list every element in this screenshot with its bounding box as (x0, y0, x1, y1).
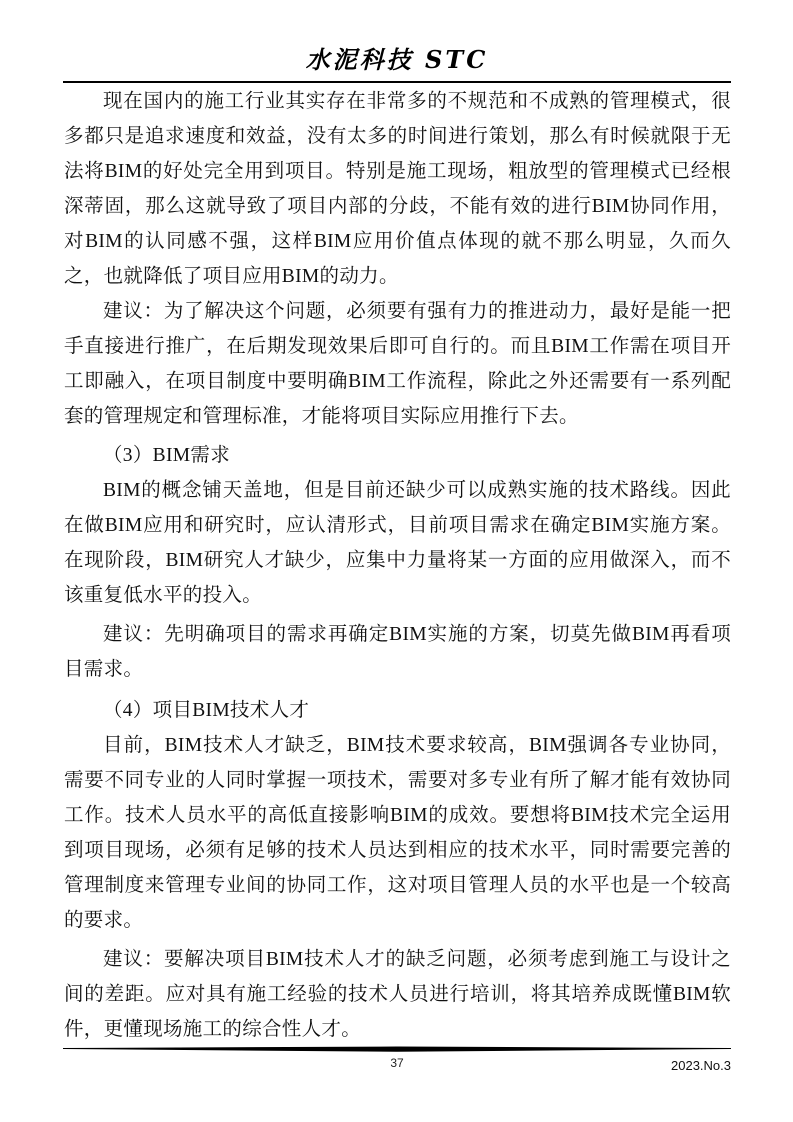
page-header (63, 40, 731, 75)
body-paragraph: BIM的概念铺天盖地，但是目前还缺少可以成熟实施的技术路线。因此在做BIM应用和研究时，应认清形式，目前项目需求在确定BIM实施方案。在现阶段，BIM研究人才缺少，应集中力量将某一方面的应用做深入，而不该重复低水平的投入。 (64, 480, 731, 606)
body-paragraph: 建议：要解决项目BIM技术人才的缺乏问题，必须考虑到施工与设计之间的差距。应对具有施工经验的技术人员进行培训，将其培养成既懂BIM软件，更懂现场施工的综合性人才。 (64, 949, 731, 1040)
journal-title: 水泥科技 STC (305, 45, 489, 74)
section-heading: （4）项目BIM技术人才 (103, 700, 310, 721)
footer-rule (63, 1046, 731, 1053)
header-rule (63, 81, 731, 83)
issue-number: 2023.No.3 (671, 1058, 731, 1073)
section-heading: （3）BIM需求 (103, 445, 230, 466)
body-paragraph: 现在国内的施工行业其实存在非常多的不规范和不成熟的管理模式，很多都只是追求速度和效益，没有太多的时间进行策划，那么有时候就限于无法将BIM的好处完全用到项目。特别是施工现场，粗放型的管理模式已经根深蒂固，那么这就导致了项目内部的分歧，不能有效的进行BIM协同作用，对BIM的认同感不强，这样BIM应用价值点体现的就不那么明显，久而久之，也就降低了项目应用BIM的动力。 (64, 91, 731, 287)
body-paragraph: 建议：为了解决这个问题，必须要有强有力的推进动力，最好是能一把手直接进行推广，在后期发现效果后即可自行的。而且BIM工作需在项目开工即融入，在项目制度中要明确BIM工作流程，除此之外还需要有一系列配套的管理规定和管理标准，才能将项目实际应用推行下去。 (64, 301, 731, 427)
document-body (64, 84, 731, 1047)
page-number: 37 (390, 1056, 404, 1070)
body-paragraph: 目前，BIM技术人才缺乏，BIM技术要求较高，BIM强调各专业协同，需要不同专业的人同时掌握一项技术，需要对多专业有所了解才能有效协同工作。技术人员水平的高低直接影响BIM的成效。要想将BIM技术完全运用到项目现场，必须有足够的技术人员达到相应的技术水平，同时需要完善的管理制度来管理专业间的协同工作，这对项目管理人员的水平也是一个较高的要求。 (64, 735, 731, 931)
body-paragraph: 建议：先明确项目的需求再确定BIM实施的方案，切莫先做BIM再看项目需求。 (64, 624, 731, 680)
